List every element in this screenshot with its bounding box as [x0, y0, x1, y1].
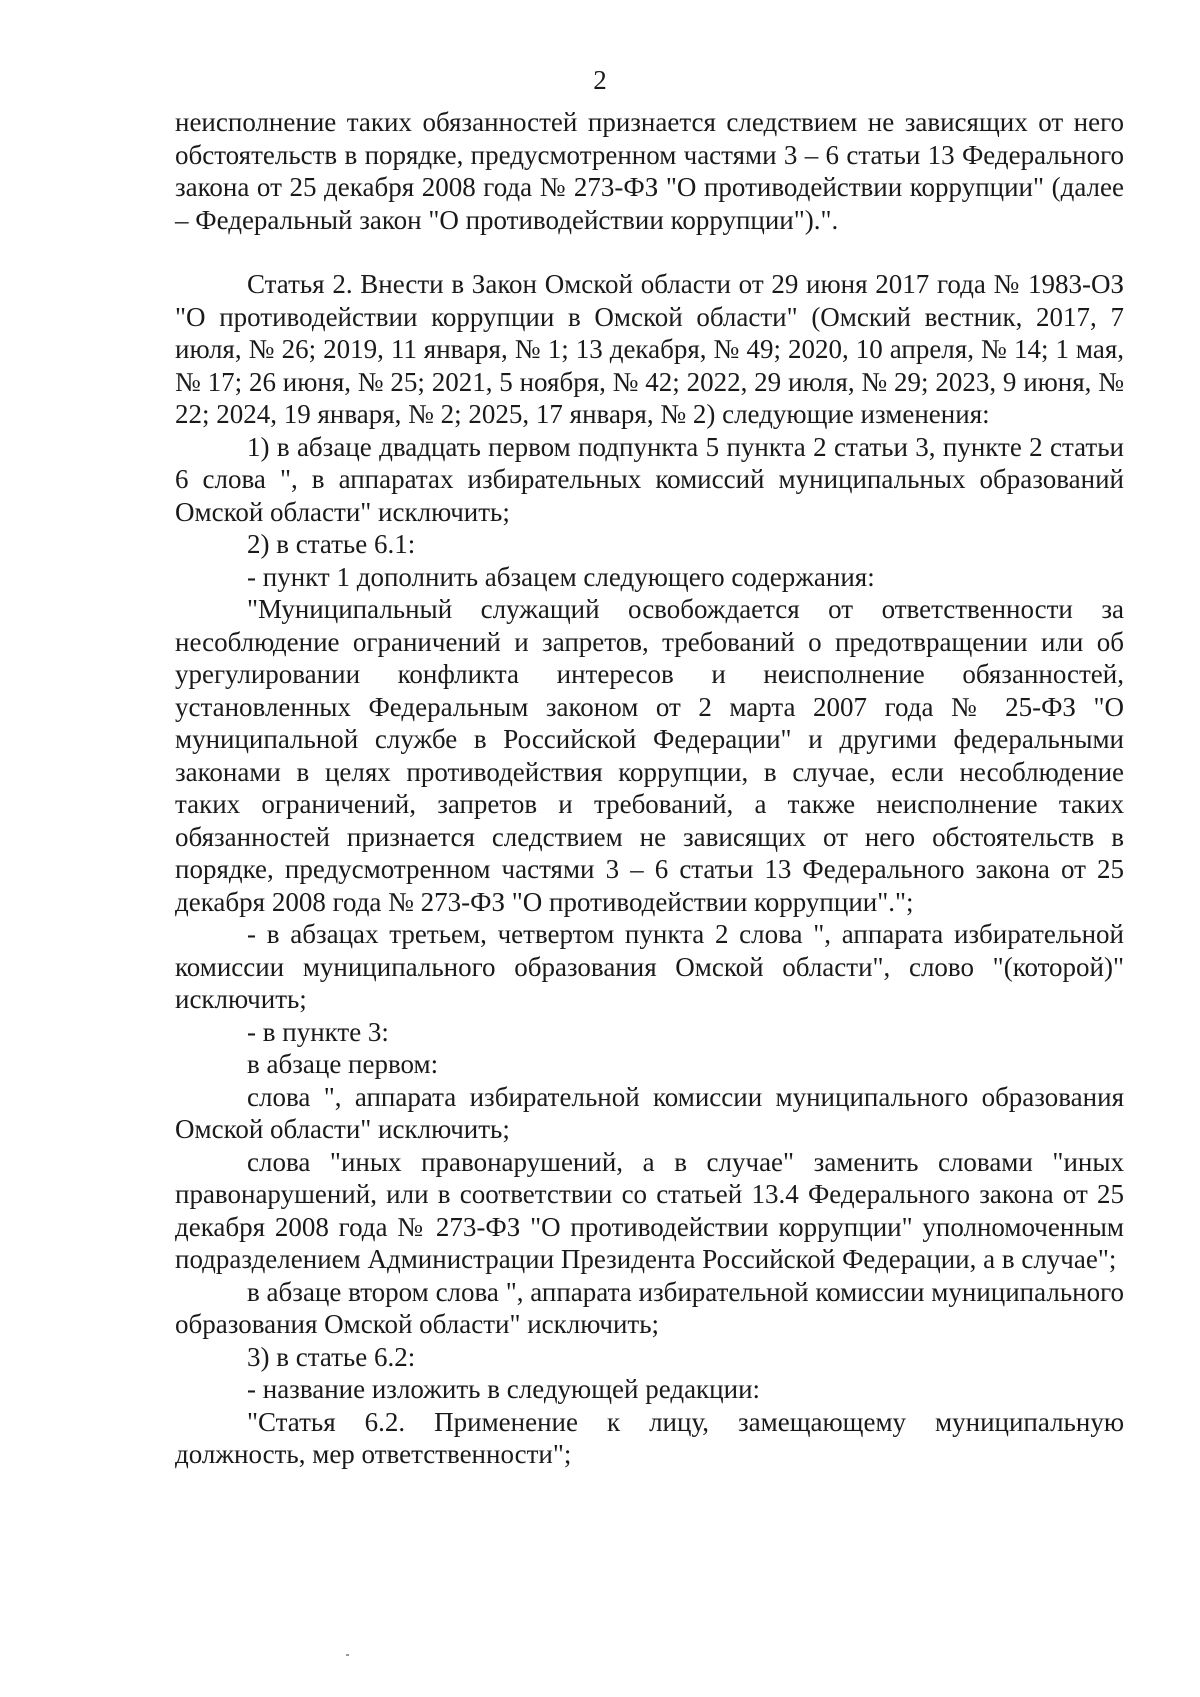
page-number: 2 [593, 65, 607, 95]
paragraph-new-title: "Статья 6.2. Применение к лицу, замещающему муниципальную должность, мер ответственности"; [175, 1406, 1124, 1469]
paragraph-item-1: 1) в абзаце двадцать первом подпункта 5 пункта 2 статьи 3, пункте 2 статьи 6 слова ", в аппаратах избирательных комиссий муниципальных образований Омской области" исключить; [175, 431, 1124, 527]
paragraph-first-abzac: в абзаце первом: [247, 1049, 439, 1079]
document-body [175, 106, 1124, 1471]
paragraph-words-exclude: слова ", аппарата избирательной комиссии муниципального образования Омской области" исключить; [175, 1081, 1124, 1144]
paragraph-continuation: неисполнение таких обязанностей признается следствием не зависящих от него обстоятельств в порядке, предусмотренном частями 3 – 6 статьи 13 Федерального закона от 25 декабря 2008 года № 273-ФЗ "О противодействии коррупции" (далее – Федеральный закон "О противодействии коррупции").". [175, 107, 1124, 235]
paragraph-item-3: 3) в статье 6.2: [247, 1341, 416, 1372]
paragraph-second-abzac: в абзаце втором слова ", аппарата избирательной комиссии муниципального образования Омской области" исключить; [175, 1276, 1124, 1339]
paragraph-point-3: - в пункте 3: [247, 1016, 389, 1047]
paragraph-article-2: Статья 2. Внести в Закон Омской области от 29 июня 2017 года № 1983-ОЗ "О противодействии коррупции в Омской области" (Омский вестник, 2017, 7 июля, № 26; 2019, 11 января, № 1; 13 декабря, № 49; 2020, 10 апреля, № 14; 1 мая, № 17; 26 июня, № 25; 2021, 5 ноября, № 42; 2022, 29 июля, № 29; 2023, 9 июня, № 22; 2024, 19 января, № 2; 2025, 17 января, № 2) следующие изменения: [175, 269, 1124, 429]
paragraph-quoted-text: "Муниципальный служащий освобождается от ответственности за несоблюдение ограничений и запретов, требований о предотвращении или об урегулировании конфликта интересов и неисполнение обязанностей, установленных Федеральным законом от 2 марта 2007 года № 25-ФЗ "О муниципальной службе в Российской Федерации" и другими федеральными законами в целях противодействия коррупции, в случае, если несоблюдение таких ограничений, запретов и требований, а также неисполнение таких обязанностей признается следствием не зависящих от него обстоятельств в порядке, предусмотренном частями 3 – 6 статьи 13 Федерального закона от 25 декабря 2008 года № 273-ФЗ "О противодействии коррупции"."; [175, 594, 1124, 917]
paragraph-words-replace: слова "иных правонарушений, а в случае" заменить словами "иных правонарушений, или в соответствии со статьей 13.4 Федерального закона от 25 декабря 2008 года № 273-ФЗ "О противодействии коррупции" уполномоченным подразделением Администрации Президента Российской Федерации, а в случае"; [175, 1146, 1124, 1274]
paragraph-item-2: 2) в статье 6.1: [247, 529, 416, 559]
paragraph-point-2-changes: - в абзацах третьем, четвертом пункта 2 слова ", аппарата избирательной комиссии муниципального образования Омской области", слово "(которой)" исключить; [175, 919, 1124, 1014]
scan-speck [346, 1654, 349, 1656]
paragraph-point-1-addition: - пункт 1 дополнить абзацем следующего содержания: [247, 561, 875, 592]
paragraph-title-change: - название изложить в следующей редакции: [247, 1374, 761, 1404]
